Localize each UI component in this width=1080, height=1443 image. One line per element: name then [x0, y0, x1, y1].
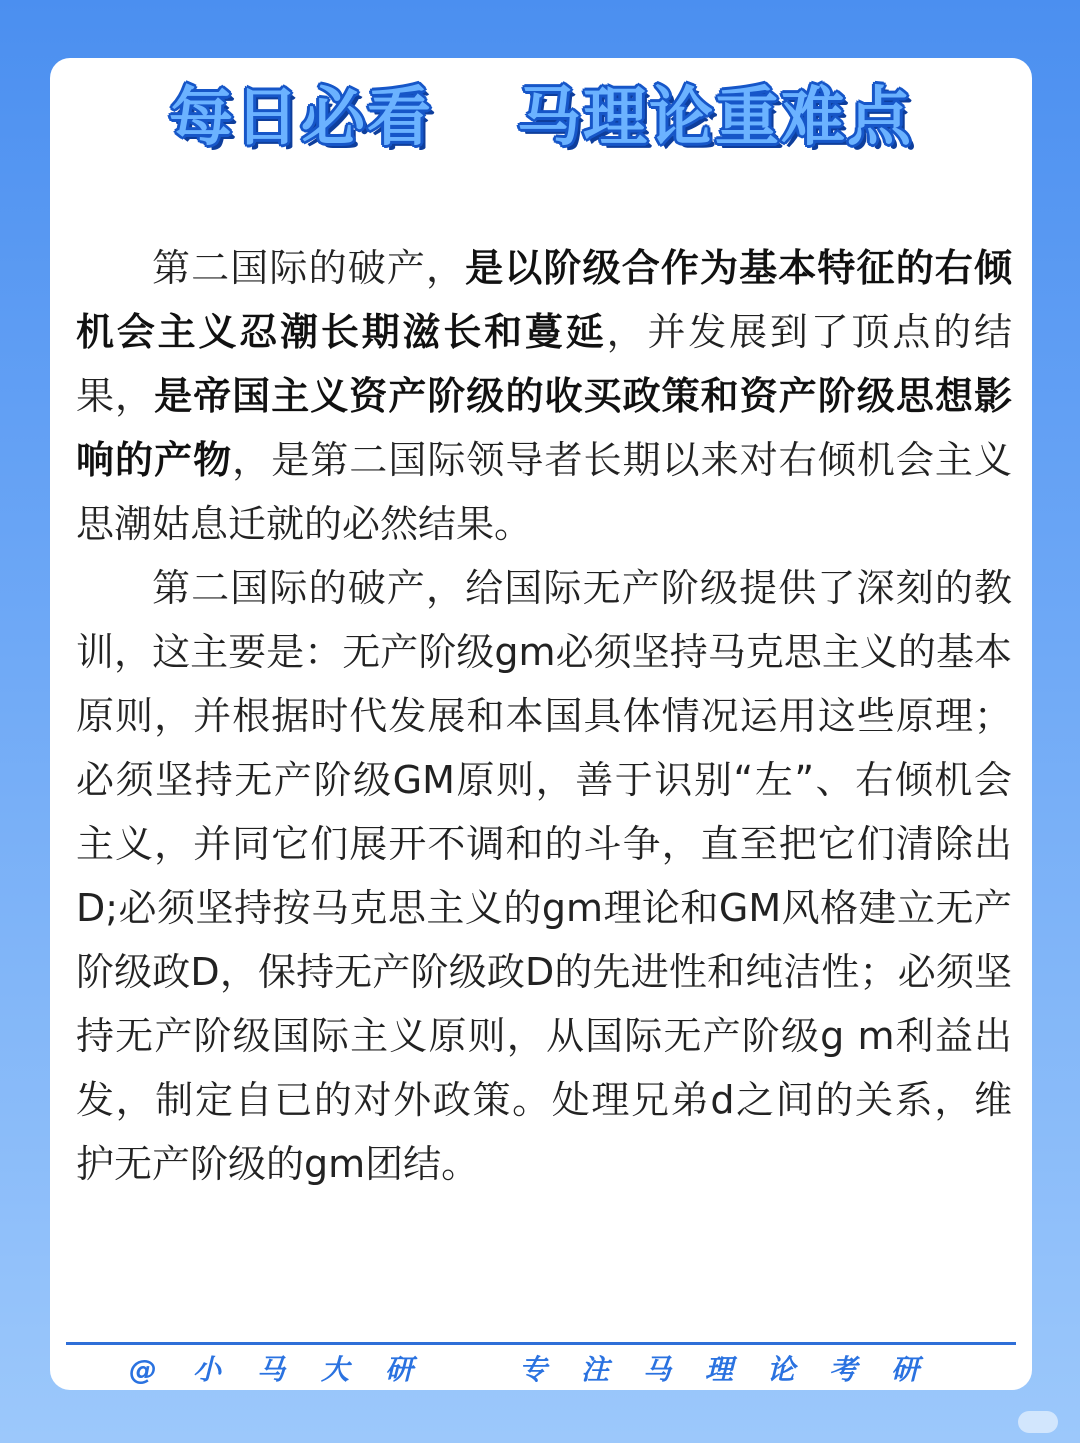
watermark-badge	[1018, 1411, 1058, 1433]
p1-seg5: ，是第二国际领导者长期以来对右倾机会主义思潮姑息迁就的必然结果。	[76, 438, 1012, 546]
page-title	[50, 78, 1032, 158]
p1-seg4-bold: 是帝国主义资产阶级的收买政策和资产阶级思想影响的产物	[76, 374, 1012, 482]
paragraph-2: 第二国际的破产，给国际无产阶级提供了深刻的教训，这主要是：无产阶级gm必须坚持马克思主义的基本原则，并根据时代发展和本国具体情况运用这些原理；必须坚持无产阶级GM原则，善于识别“左”、右倾机会主义，并同它们展开不调和的斗争，直至把它们清除出D;必须坚持按马克思主义的gm理论和GM风格建立无产阶级政D，保持无产阶级政D的先进性和纯洁性；必须坚持无产阶级国际主义原则，从国际无产阶级g m利益出发，制定自已的对外政策。处理兄弟d之间的关系，维护无产阶级的gm团结。	[76, 566, 1012, 1186]
footer	[50, 1350, 1032, 1390]
p1-seg1: 第二国际的破产，	[152, 246, 466, 290]
p1-seg3: ，并发展到了顶点的结果，	[76, 310, 1012, 418]
footer-author: @小马大研	[128, 1353, 449, 1386]
article-body	[76, 236, 1012, 1196]
title-left: 每日必看	[169, 81, 433, 155]
title-right: 马理论重难点	[517, 81, 913, 155]
footer-slogan: 专注马理论考研	[519, 1353, 954, 1386]
footer-divider	[66, 1342, 1016, 1345]
paragraph-1	[76, 236, 1012, 556]
p1-seg2-bold: 是以阶级合作为基本特征的右倾机会主义忍潮长期滋长和蔓延	[76, 246, 1012, 354]
content-card	[50, 58, 1032, 1390]
